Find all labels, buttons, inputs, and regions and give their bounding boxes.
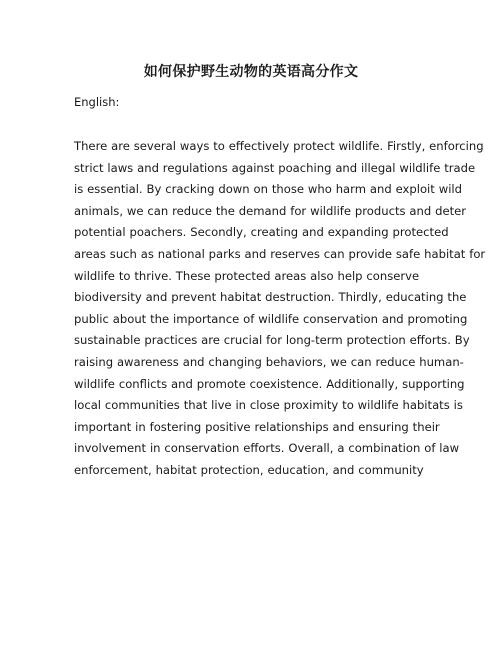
paragraph-line: sustainable practices are crucial for long-term protection efforts. By <box>74 333 470 348</box>
paragraph-line: is essential. By cracking down on those who harm and exploit wild <box>74 182 462 197</box>
paragraph-line: strict laws and regulations against poaching and illegal wildlife trade <box>74 160 476 175</box>
document-title: 如何保护野生动物的英语高分作文 <box>143 64 359 80</box>
paragraph-line: public about the importance of wildlife conservation and promoting <box>74 311 468 326</box>
paragraph-line: wildlife conflicts and promote coexistence. Additionally, supporting <box>74 376 465 391</box>
essay-paragraph <box>74 136 486 482</box>
paragraph-line: There are several ways to effectively protect wildlife. Firstly, enforcing <box>74 139 484 153</box>
paragraph-line: animals, we can reduce the demand for wildlife products and deter <box>74 203 467 218</box>
paragraph-line: important in fostering positive relationships and ensuring their <box>74 419 440 434</box>
paragraph-line: biodiversity and prevent habitat destruction. Thirdly, educating the <box>74 290 467 305</box>
paragraph-line: enforcement, habitat protection, education, and community <box>74 462 424 477</box>
paragraph-line: local communities that live in close proximity to wildlife habitats is <box>74 398 463 413</box>
paragraph-line: wildlife to thrive. These protected areas also help conserve <box>74 268 420 283</box>
paragraph-line: areas such as national parks and reserves can provide safe habitat for <box>74 246 486 261</box>
language-label: English: <box>74 95 120 109</box>
paragraph-line: potential poachers. Secondly, creating and expanding protected <box>74 225 449 240</box>
paragraph-line: raising awareness and changing behaviors, we can reduce human- <box>74 354 464 369</box>
paragraph-line: involvement in conservation efforts. Overall, a combination of law <box>74 441 460 456</box>
